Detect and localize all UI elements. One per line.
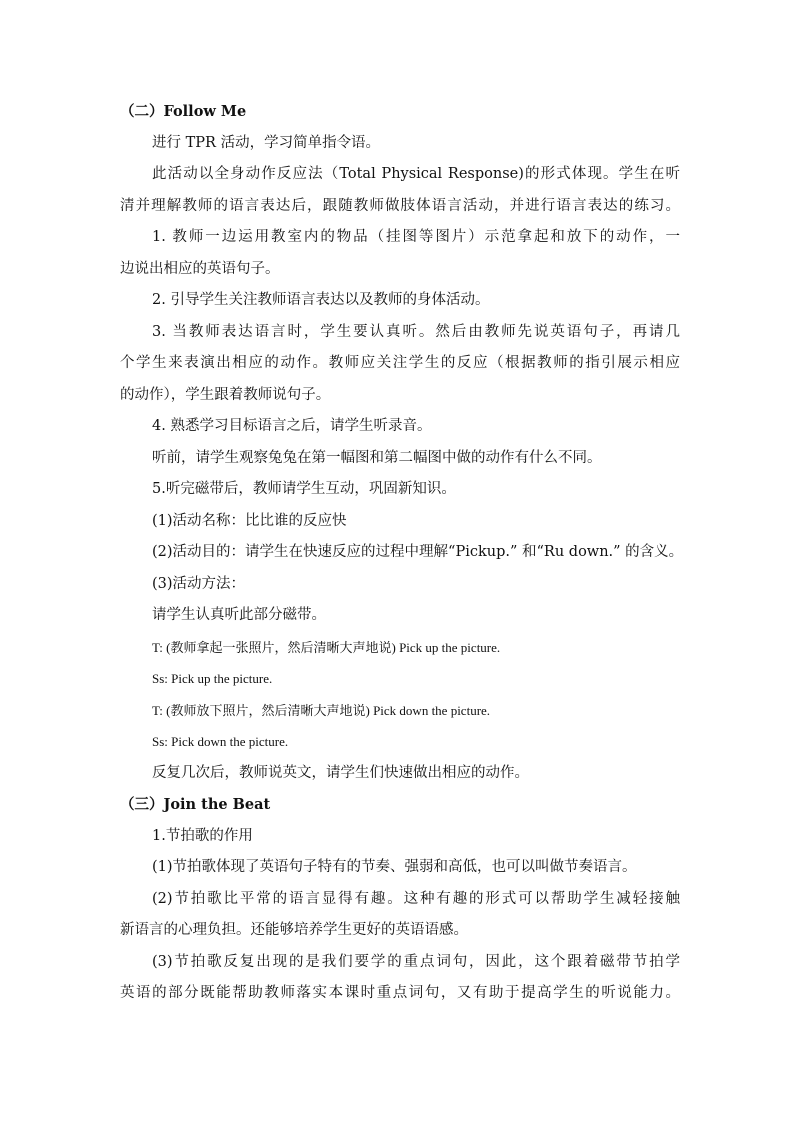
paragraph-line: 5.听完磁带后，教师请学生互动，巩固新知识。 [152,481,456,497]
dialogue-line: Ss: Pick down the picture. [152,734,289,749]
paragraph-line: (1)活动名称：比比谁的反应快 [152,512,347,529]
paragraph-line: 2. 引导学生关注教师语言表达以及教师的身体活动。 [152,292,490,308]
paragraph-line: 4. 熟悉学习目标语言之后，请学生听录音。 [152,418,432,434]
dialogue-line: Ss: Pick up the picture. [152,671,273,686]
dialogue-line: T: (教师拿起一张照片，然后清晰大声地说) Pick up the picture. [152,639,501,655]
section-heading-join-the-beat: （三）Join the Beat [120,796,271,813]
paragraph-line: (3)活动方法： [152,575,246,592]
paragraph-line: 1. 教师一边运用教室内的物品（挂图等图片）示范拿起和放下的动作，一 [152,229,680,245]
paragraph-line: 英语的部分既能帮助教师落实本课时重点词句，又有助于提高学生的听说能力。 [120,985,680,1001]
paragraph-line: (3)节拍歌反复出现的是我们要学的重点词句，因此，这个跟着磁带节拍学 [152,953,680,970]
paragraph-line: 请学生认真听此部分磁带。 [152,607,326,623]
paragraph-line: (2)活动目的：请学生在快速反应的过程中理解“Pickup.” 和“Ru down.” 的含义。 [152,544,684,560]
paragraph-line: 3. 当教师表达语言时，学生要认真听。然后由教师先说英语句子，再请几 [152,323,680,340]
paragraph-line: 此活动以全身动作反应法（Total Physical Response)的形式体现。学生在听 [152,166,680,182]
paragraph-line: (1)节拍歌体现了英语句子特有的节奏、强弱和高低，也可以叫做节奏语言。 [152,859,637,875]
paragraph-line: (2)节拍歌比平常的语言显得有趣。这种有趣的形式可以帮助学生减轻接触 [152,890,680,907]
paragraph-line: 反复几次后，教师说英文，请学生们快速做出相应的动作。 [152,764,529,781]
dialogue-line: T: (教师放下照片，然后清晰大声地说) Pick down the picture. [152,702,491,718]
paragraph-line: 个学生来表演出相应的动作。教师应关注学生的反应（根据教师的指引展示相应 [120,355,680,371]
paragraph-line: 听前，请学生观察兔兔在第一幅图和第二幅图中做的动作有什么不同。 [152,449,602,466]
paragraph-line: 进行 TPR 活动，学习简单指令语。 [152,134,381,151]
paragraph-line: 清并理解教师的语言表达后，跟随教师做肢体语言活动，并进行语言表达的练习。 [120,197,680,214]
paragraph-line: 边说出相应的英语句子。 [120,260,280,277]
document-body [120,96,684,1010]
paragraph-line: 新语言的心理负担。还能够培养学生更好的英语语感。 [120,922,468,938]
paragraph-line: 1.节拍歌的作用 [152,827,253,844]
paragraph-line: 的动作），学生跟着教师说句子。 [120,386,331,403]
section-heading-follow-me: （二）Follow Me [120,103,247,120]
